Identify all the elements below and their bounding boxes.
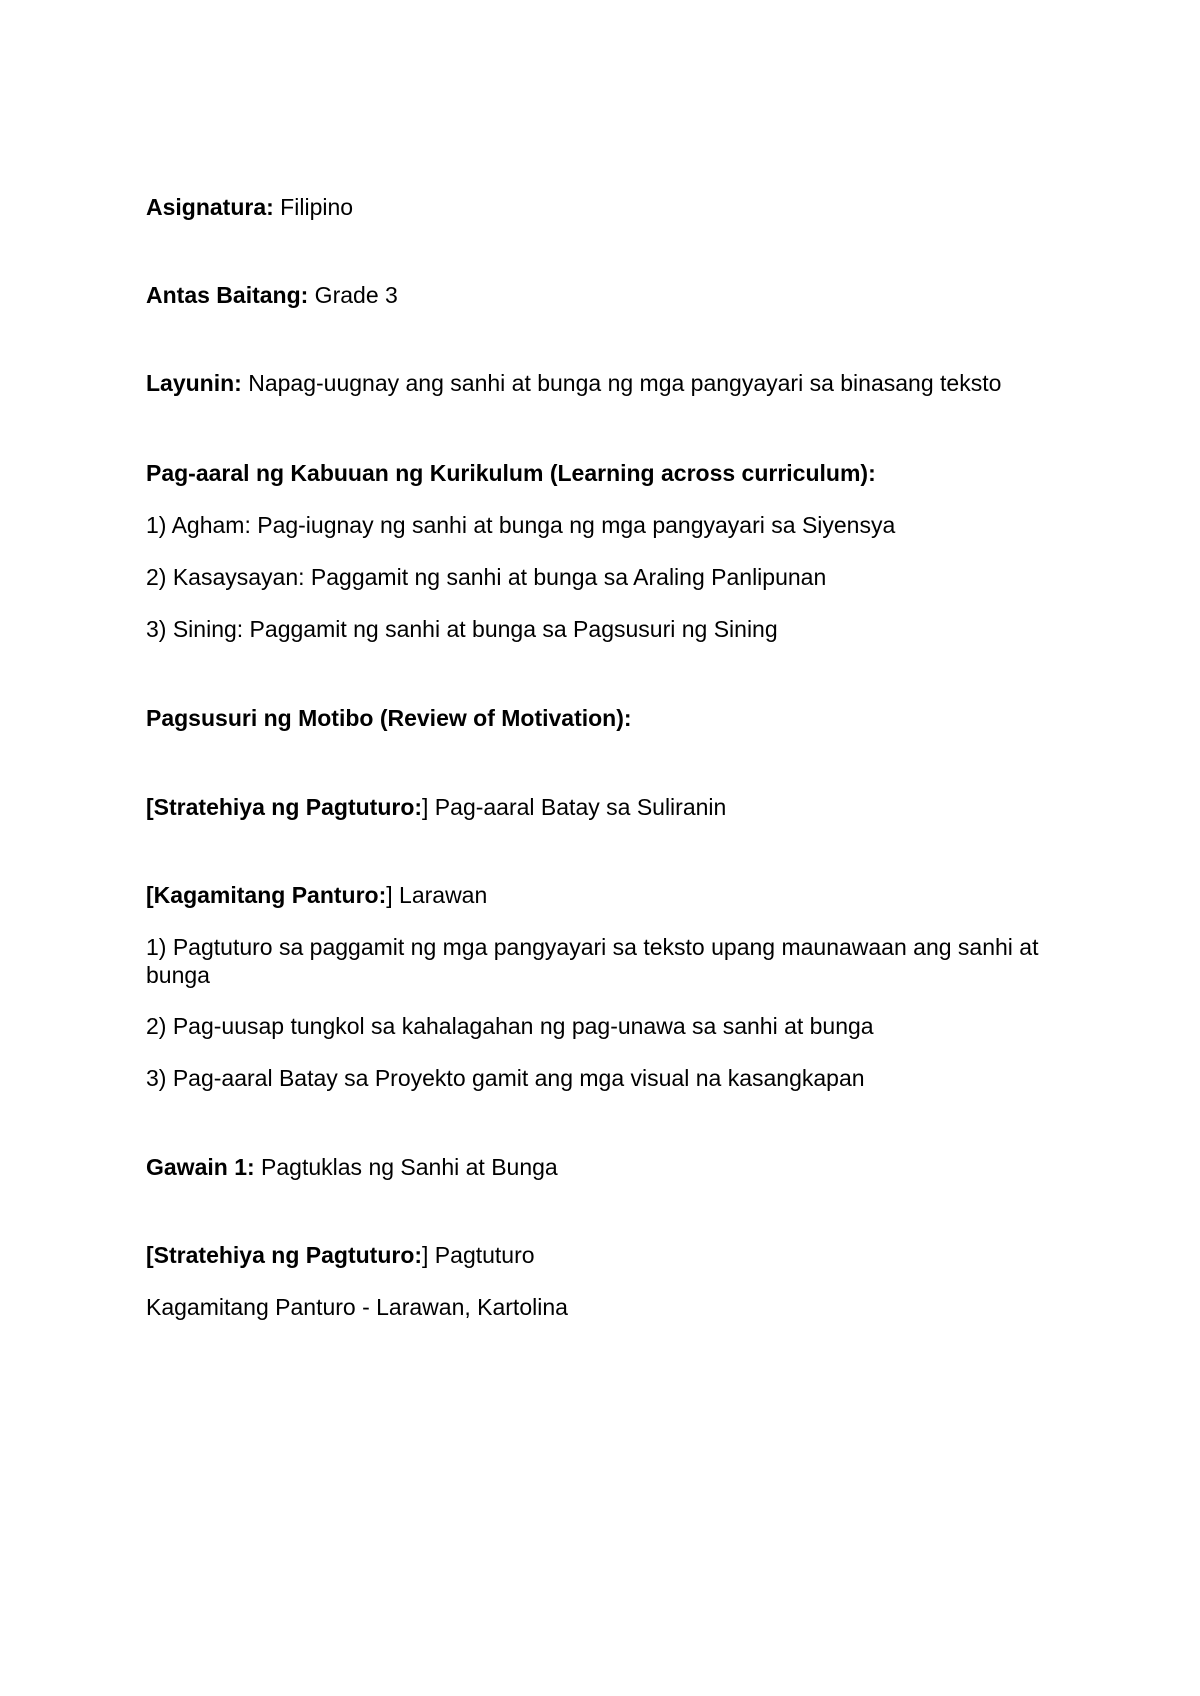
gawain1-label: Gawain 1: [146,1154,255,1180]
motibo-materials-open: [ [146,882,154,908]
gawain1-strategy-value: Pagtuturo [428,1242,535,1268]
asignatura-value: Filipino [273,194,354,220]
gawain1-strategy-label: Stratehiya ng Pagtuturo: [153,1242,423,1268]
gawain1-strategy-open: [ [146,1242,154,1268]
motibo-materials-value: Larawan [392,882,488,908]
asignatura-label: Asignatura: [146,194,274,220]
gawain1-value: Pagtuklas ng Sanhi at Bunga [254,1154,558,1180]
curriculum-item-3: 3) Sining: Paggamit ng sanhi at bunga sa Pagsusuri ng Sining [146,616,778,642]
motibo-item-3: 3) Pag-aaral Batay sa Proyekto gamit ang mga visual na kasangkapan [146,1065,865,1091]
motibo-strategy-value: Pag-aaral Batay sa Suliranin [428,794,727,820]
motibo-strategy-open: [ [146,794,154,820]
gawain1-strategy-line [146,1241,1066,1269]
layunin-label: Layunin: [146,370,242,396]
layunin-value: Napag-uugnay ang sanhi at bunga ng mga pangyayari sa binasang teksto [241,370,1002,396]
antas-value: Grade 3 [308,282,398,308]
curriculum-item-1: 1) Agham: Pag-iugnay ng sanhi at bunga ng mga pangyayari sa Siyensya [146,512,896,538]
motibo-materials-close: ] [386,882,393,908]
motibo-item-1: 1) Pagtuturo sa paggamit ng mga pangyayari sa teksto upang maunawaan ang sanhi at bunga [146,934,1039,988]
asignatura-line [146,193,1066,221]
motibo-materials-label: Kagamitang Panturo: [153,882,387,908]
gawain1-strategy-close: ] [422,1242,429,1268]
motibo-heading: Pagsusuri ng Motibo (Review of Motivation): [146,705,632,731]
gawain1-line [146,1153,1066,1181]
motibo-item-2: 2) Pag-uusap tungkol sa kahalagahan ng pag-unawa sa sanhi at bunga [146,1013,874,1039]
curriculum-heading: Pag-aaral ng Kabuuan ng Kurikulum (Learning across curriculum): [146,460,876,486]
motibo-materials-line [146,881,1066,909]
gawain1-materials-line: Kagamitang Panturo - Larawan, Kartolina [146,1294,568,1320]
antas-label: Antas Baitang: [146,282,309,308]
curriculum-item-2: 2) Kasaysayan: Paggamit ng sanhi at bunga sa Araling Panlipunan [146,564,827,590]
motibo-strategy-line [146,793,1066,821]
motibo-strategy-label: Stratehiya ng Pagtuturo: [153,794,423,820]
motibo-strategy-close: ] [422,794,429,820]
antas-line [146,281,1066,309]
layunin-line [146,369,1066,397]
